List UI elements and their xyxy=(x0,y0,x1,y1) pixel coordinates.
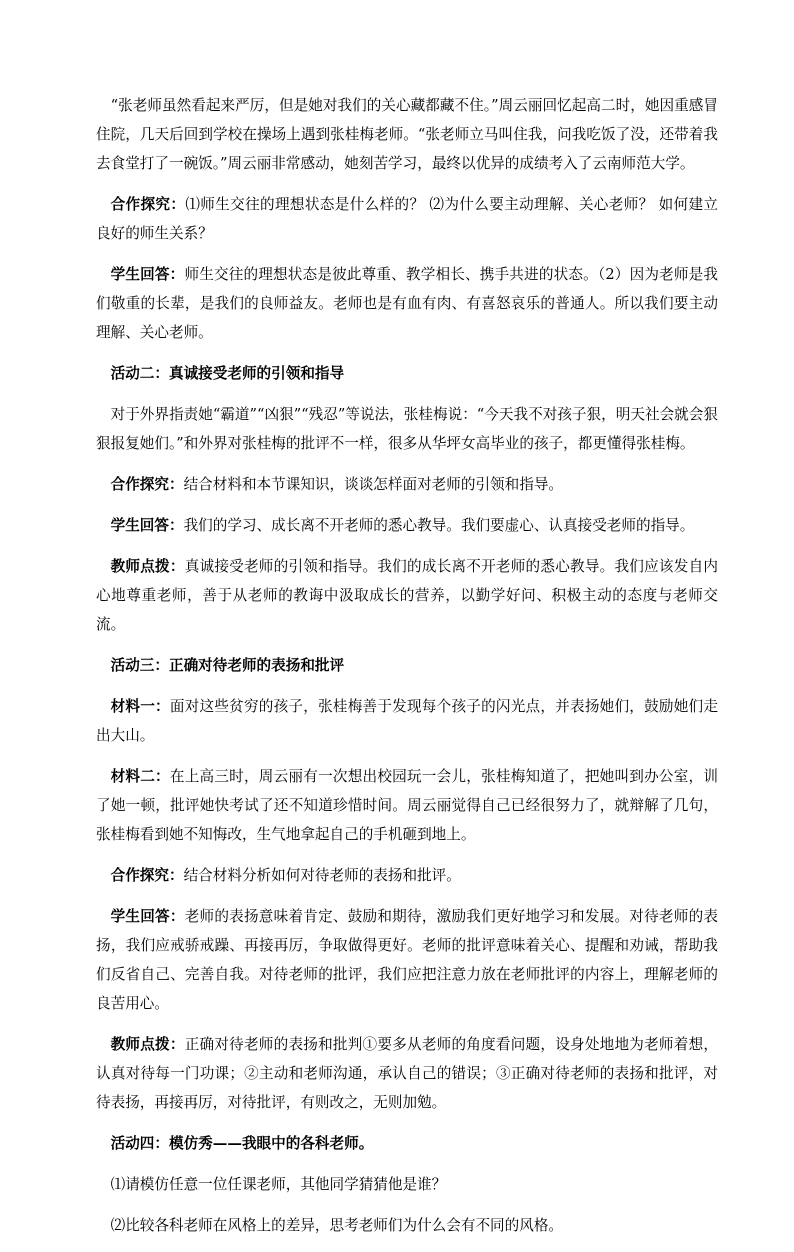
discussion-question-3 xyxy=(96,861,718,890)
student-answer-3 xyxy=(96,902,718,1018)
teacher-guidance-1 xyxy=(96,552,718,639)
label-teacher-guidance: 教师点拨： xyxy=(110,558,185,575)
label-material-2: 材料二： xyxy=(110,768,170,785)
guidance-text: 正确对待老师的表扬和批判①要多从老师的角度看问题，设身处地地为老师着想，认真对待每一门功课；②主动和老师沟通，承认自己的错误；③正确对待老师的表扬和批评，对待表扬，再接再厉，对待批评，有则改之，无则加勉。 xyxy=(96,1036,718,1111)
label-student-answer: 学生回答： xyxy=(110,908,185,925)
material-text: 面对这些贫穷的孩子，张桂梅善于发现每个孩子的闪光点，并表扬她们，鼓励她们走出大山。 xyxy=(96,698,718,744)
label-teacher-guidance: 教师点拨： xyxy=(110,1036,185,1053)
activity-3-heading: 活动三：正确对待老师的表扬和批评 xyxy=(110,657,345,674)
story-paragraph: “张老师虽然看起来严厉，但是她对我们的关心藏都藏不住。”周云丽回忆起高二时，她因重感冒住院，几天后回到学校在操场上遇到张桂梅老师。“张老师立马叫住我，问我吃饭了没，还带着我去食堂打了一碗饭。”周云丽非常感动，她刻苦学习，最终以优异的成绩考入了云南师范大学。 xyxy=(96,97,718,172)
answer-text: 师生交往的理想状态是彼此尊重、教学相长、携手共进的状态。（2）因为老师是我们敬重的长辈，是我们的良师益友。老师也是有血有肉、有喜怒哀乐的普通人。所以我们要主动理解、关心老师。 xyxy=(96,266,718,341)
activity-4-item-1: ⑴请模仿任意一位任课老师，其他同学猜猜他是谁？ xyxy=(110,1176,447,1193)
guidance-text: 真诚接受老师的引领和指导。我们的成长离不开老师的悉心教导。我们应该发自内心地尊重老师，善于从老师的教诲中汲取成长的营养，以勤学好问、积极主动的态度与老师交流。 xyxy=(96,558,718,633)
label-student-answer: 学生回答： xyxy=(110,266,185,283)
material-paragraph-2: 对于外界指责她“霸道”“凶狠”“残忍”等说法，张桂梅说：“今天我不对孩子狠，明天社会就会狠狠报复她们。”和外界对张桂梅的批评不一样，很多从华坪女高毕业的孩子，都更懂得张桂梅。 xyxy=(96,406,718,452)
student-answer-2 xyxy=(96,511,718,540)
activity-4-heading: 活动四：模仿秀——我眼中的各科老师。 xyxy=(110,1135,374,1152)
activity-2-heading: 活动二：真诚接受老师的引领和指导 xyxy=(110,365,345,382)
material-2 xyxy=(96,762,718,849)
activity-4-item-2: ⑵比较各科老师在风格上的差异，思考老师们为什么会有不同的风格。 xyxy=(110,1217,564,1234)
label-cooperative-inquiry: 合作探究： xyxy=(110,196,186,213)
document-body xyxy=(96,91,718,1252)
discussion-text: 结合材料和本节课知识，谈谈怎样面对老师的引领和指导。 xyxy=(183,476,564,493)
material-1 xyxy=(96,692,718,750)
answer-text: 老师的表扬意味着肯定、鼓励和期待，激励我们更好地学习和发展。对待老师的表扬，我们应戒骄戒躁、再接再厉，争取做得更好。老师的批评意味着关心、提醒和劝诫，帮助我们反省自己、完善自我。对待老师的批评，我们应把注意力放在老师批评的内容上，理解老师的良苦用心。 xyxy=(96,908,718,1012)
label-student-answer: 学生回答： xyxy=(110,517,184,534)
label-cooperative-inquiry: 合作探究： xyxy=(110,867,184,884)
answer-text: 我们的学习、成长离不开老师的悉心教导。我们要虚心、认真接受老师的指导。 xyxy=(183,517,695,534)
discussion-text: ⑴师生交往的理想状态是什么样的？ ⑵为什么要主动理解、关心老师？ 如何建立良好的师生关系？ xyxy=(96,196,718,242)
discussion-question-2 xyxy=(96,470,718,499)
material-text: 在上高三时，周云丽有一次想出校园玩一会儿，张桂梅知道了，把她叫到办公室，训了她一顿，批评她快考试了还不知道珍惜时间。周云丽觉得自己已经很努力了，就辩解了几句，张桂梅看到她不知悔改，生气地拿起自己的手机砸到地上。 xyxy=(96,768,718,843)
label-cooperative-inquiry: 合作探究： xyxy=(110,476,184,493)
teacher-guidance-2 xyxy=(96,1030,718,1117)
student-answer-1 xyxy=(96,260,718,347)
discussion-question-1 xyxy=(96,190,718,248)
discussion-text: 结合材料分析如何对待老师的表扬和批评。 xyxy=(183,867,461,884)
label-material-1: 材料一： xyxy=(110,698,170,715)
